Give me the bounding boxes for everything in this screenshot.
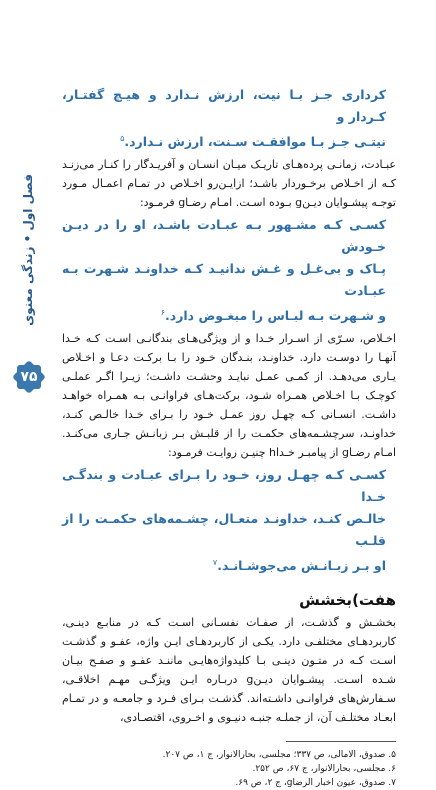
section-heading: هفت)بخشش	[299, 591, 396, 610]
verse-line: پـاک و بی‌غـل و غـش ندانیـد کـه خداونـد شـهرت بـه عبـادت	[62, 261, 386, 299]
side-band	[6, 150, 50, 400]
verse-line: خالـص کنـد، خداونـد متعـال، چشـمه‌های حکمـت را از قلـب	[62, 511, 386, 549]
page-number-badge	[12, 360, 46, 394]
footnote: ۷. صدوق، عیون اخبار الرضاg، ج ۲، ص ۶۹.	[235, 778, 396, 789]
footnote-ref: ۷	[212, 558, 218, 568]
running-head	[10, 150, 46, 350]
verse-quote-3	[62, 464, 396, 577]
footnote-divider	[286, 741, 396, 742]
footnote-ref: ۵	[120, 134, 125, 143]
verse-quote-2	[62, 214, 396, 327]
verse-line	[62, 128, 386, 153]
verse-line-text: نیتـی جـز بـا موافقـت سـنت، ارزش نـدارد.	[124, 134, 386, 150]
verse-quote-1	[62, 84, 396, 153]
page-number: ۷۵	[20, 369, 38, 385]
paragraph-2: اخـلاص، سـرّی از اسـرار خـدا و از ویژگی‌هـای بندگانـی اسـت کـه خـدا آنهـا را دوسـت دارد. خداونـد، بنـدگان خـود را بـا برکـت دعـا و اخـلاص یـاری می‌دهـد. از کمـی عمـل نبایـد وحشـت داشـت؛ زیـرا اگـر عملـی کوچـک بـا اخـلاص همـراه شـود، برکت‌هـای فراوانـی بـه همـراه خواهـد داشـت. انسـانی کـه چهـل روز عمـل خـود را بـرای خـدا خالـص کنـد، خداونـد، سرچشـمه‌های حکمـت را از قلبـش بـر زبانـش جـاری می‌کنـد. امـام رضـاg از پیامبـر خـداh چنیـن روایـت فرمـود:	[62, 332, 396, 460]
verse-line: کرداری جـز بـا نیت، ارزش نـدارد و هیـچ گفتـار، کـردار و	[62, 87, 386, 124]
text-column	[62, 84, 396, 790]
verse-line	[62, 302, 386, 327]
footnote: ۶. مجلسی، بحارالانوار، ج ۶۷، ص ۲۵۲.	[252, 764, 396, 775]
verse-line: کسـی کـه مشـهور بـه عبـادت باشـد، او را در دیـن خـودش	[62, 217, 386, 255]
footnote: ۵. صدوق، الامالی، ص ۳۳۷؛ مجلسی، بحارالانوار، ج ۱، ص ۲۰۷.	[162, 750, 396, 761]
paragraph-1: عبـادت، زمانـی پرده‌هـای تاریـک میـان انسـان و آفریـدگار را کنـار می‌زنـد کـه از اخـلاص برخـوردار باشـد؛ ازایـن‌رو اخـلاص در تمـام اعمـال مـورد توجـه پیشـوایان دیـنg بـوده اسـت. امـام رضـاg فرمـود:	[62, 158, 396, 210]
verse-line: کسـی کـه چهـل روز، خـود را بـرای عبـادت و بندگـی خـدا	[62, 467, 386, 505]
verse-line-text: و شـهرت بـه لبـاس را مبغـوض دارد.	[165, 308, 386, 324]
verse-line-text: او بـر زبـانـش می‌جوشـانـد.	[217, 558, 386, 574]
running-head-text: فصل اول • زندگی معنوی	[21, 174, 35, 326]
verse-line	[62, 552, 386, 577]
paragraph-3: بخشـش و گذشـت، از صفـات نفسـانی اسـت کـه در منابـع دینـی، کاربردهـای مختلفـی دارد. یکـی از کاربردهـای ایـن واژه، عفـو و گذشـت اسـت کـه در متـون دینـی بـا کلیدواژه‌هایـی ماننـد عفـو و صفـح بیـان شـده اسـت. پیشـوایان دیـنg دربـاره ایـن ویژگـی مهـم اخلاقـی، سـفارش‌های فراوانـی داشـته‌اند. گذشـت بـرای فـرد و جامعـه و در تمـام ابعـاد مختلـف آن، از جملـه جنبـه دنیـوی و اخـروی، اقتصـادی،	[62, 616, 396, 725]
footnote-ref: ۶	[160, 308, 166, 318]
